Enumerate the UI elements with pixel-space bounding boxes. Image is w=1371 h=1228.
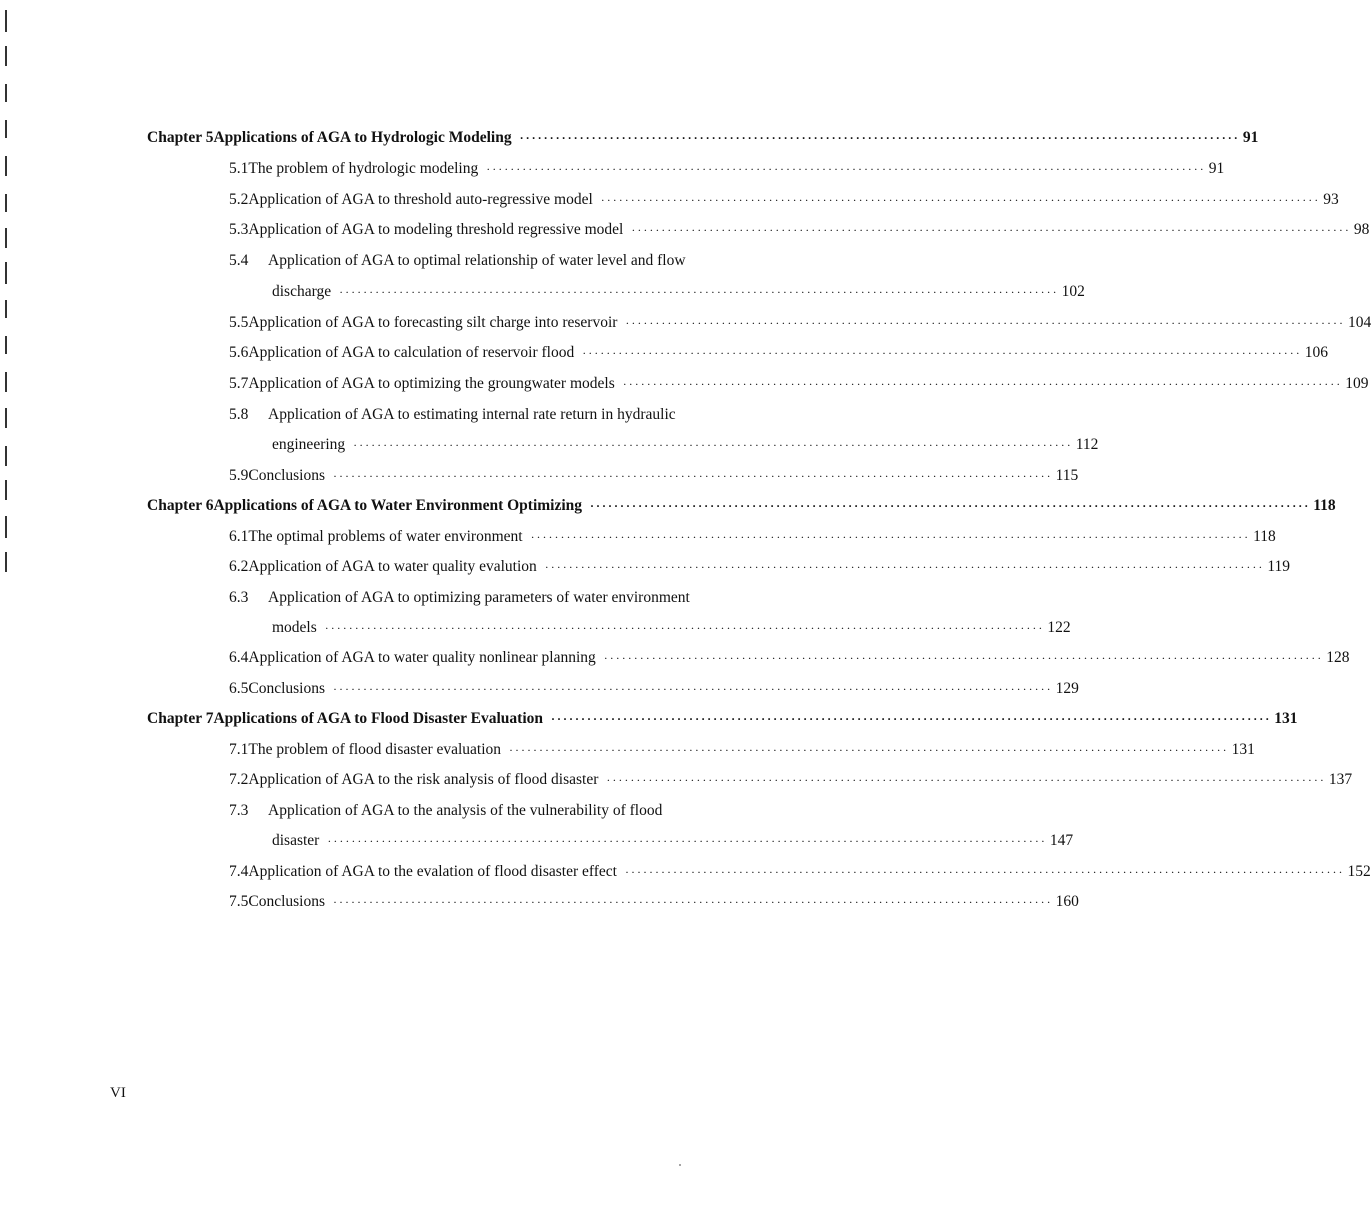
leader-dots: ························································································································ [603, 651, 1324, 665]
toc-page-number: 93 [1323, 191, 1339, 208]
toc-page-number: 91 [1242, 129, 1259, 146]
toc-title-continuation: models [272, 619, 317, 636]
toc-number: 7.5 [229, 893, 249, 910]
toc-page-number: 131 [1274, 710, 1298, 727]
toc-page-number: 152 [1347, 863, 1371, 880]
toc-title: The optimal problems of water environment [248, 528, 523, 545]
toc-number: Chapter 5 [147, 129, 214, 146]
toc-title: Conclusions [248, 680, 326, 697]
toc-section-entry[interactable] [229, 892, 1079, 912]
toc-title: The problem of hydrologic modeling [248, 160, 479, 177]
toc-number: 7.1 [229, 741, 249, 758]
toc-page-number: 112 [1075, 436, 1099, 453]
toc-title: Application of AGA to optimizing parameters of water environment [268, 589, 690, 606]
toc-entry-first-line[interactable] [229, 251, 686, 271]
toc-number: 6.4 [229, 649, 249, 666]
toc-number: 5.6 [229, 344, 249, 361]
toc-title: Application of AGA to water quality nonlinear planning [248, 649, 596, 666]
leader-dots: ························································································································ [625, 316, 1345, 330]
page-number: VI [110, 1085, 126, 1101]
toc-section-entry[interactable] [229, 648, 1350, 668]
leader-dots: ························································································································ [509, 743, 1229, 757]
leader-dots: ························································································································ [631, 223, 1351, 237]
toc-title: Application of AGA to the analysis of the vulnerability of flood [268, 802, 663, 819]
toc-section-entry[interactable] [229, 770, 1353, 790]
toc-title: Application of AGA to water quality evalution [248, 558, 537, 575]
toc-page-number: 104 [1347, 314, 1371, 331]
toc-title: Conclusions [248, 893, 326, 910]
toc-title: Applications of AGA to Water Environment Optimizing [213, 497, 583, 514]
toc-title: Application of AGA to calculation of reservoir flood [248, 344, 575, 361]
toc-number: 6.2 [229, 558, 249, 575]
toc-entry-first-line[interactable] [229, 405, 676, 425]
toc-section-entry[interactable] [229, 374, 1369, 394]
toc-number: 7.4 [229, 863, 249, 880]
toc-entry-continuation[interactable] [272, 282, 1085, 302]
toc-title: Application of AGA to optimal relationship of water level and flow [268, 252, 686, 269]
toc-page-number: 118 [1313, 497, 1336, 514]
toc-page-number: 137 [1328, 771, 1353, 788]
toc-section-entry[interactable] [229, 313, 1371, 333]
leader-dots: ························································································································ [551, 712, 1272, 726]
toc-page-number: 91 [1208, 160, 1225, 177]
leader-dots: ························································································································ [622, 377, 1343, 391]
toc-title: The problem of flood disaster evaluation [248, 741, 502, 758]
leader-dots: ························································································································ [624, 865, 1345, 879]
toc-section-entry[interactable] [229, 220, 1370, 240]
toc-page-number: 102 [1061, 283, 1085, 300]
toc-entry-continuation[interactable] [272, 435, 1099, 455]
toc-title-continuation: disaster [272, 832, 320, 849]
toc-section-entry[interactable] [229, 740, 1255, 760]
toc-page-number: 129 [1055, 680, 1079, 697]
toc-section-entry[interactable] [229, 527, 1276, 547]
toc-title: Application of AGA to optimizing the groungwater models [248, 375, 615, 392]
toc-section-entry[interactable] [229, 343, 1329, 363]
toc-number: 7.3 [229, 802, 249, 819]
toc-number: 5.9 [229, 467, 249, 484]
toc-page-number: 119 [1267, 558, 1291, 575]
scan-speck [679, 1164, 681, 1166]
toc-number: 6.3 [229, 589, 249, 606]
leader-dots: ························································································································ [327, 834, 1047, 848]
toc-title-continuation: engineering [272, 436, 346, 453]
toc-number: Chapter 6 [147, 497, 214, 514]
toc-title: Application of AGA to threshold auto-regressive model [248, 191, 593, 208]
toc-section-entry[interactable] [229, 159, 1225, 179]
toc-number: 6.5 [229, 680, 249, 697]
leader-dots: ························································································································ [590, 499, 1311, 513]
toc-title: Application of AGA to forecasting silt charge into reservoir [248, 314, 618, 331]
toc-page-number: 115 [1055, 467, 1079, 484]
toc-number: Chapter 7 [147, 710, 214, 727]
toc-number: 5.7 [229, 375, 249, 392]
leader-dots: ························································································································ [582, 346, 1302, 360]
toc-title: Applications of AGA to Flood Disaster Evaluation [213, 710, 544, 727]
toc-chapter-entry[interactable] [147, 709, 1298, 729]
toc-title: Application of AGA to modeling threshold regressive model [248, 221, 624, 238]
leader-dots: ························································································································ [600, 193, 1321, 207]
toc-section-entry[interactable] [229, 557, 1291, 577]
leader-dots: ························································································································ [353, 438, 1073, 452]
toc-number: 5.1 [229, 160, 249, 177]
toc-number: 5.5 [229, 314, 249, 331]
toc-page-number: 160 [1055, 893, 1079, 910]
leader-dots: ························································································································ [519, 131, 1240, 145]
toc-number: 6.1 [229, 528, 249, 545]
leader-dots: ························································································································ [324, 621, 1045, 635]
toc-title-continuation: discharge [272, 283, 332, 300]
toc-chapter-entry[interactable] [147, 128, 1259, 148]
toc-title: Application of AGA to estimating internal rate return in hydraulic [268, 406, 676, 423]
toc-page-number: 98 [1353, 221, 1370, 238]
toc-title: Application of AGA to the evalation of flood disaster effect [248, 863, 617, 880]
leader-dots: ························································································································ [544, 560, 1265, 574]
toc-entry-first-line[interactable] [229, 801, 662, 821]
leader-dots: ························································································································ [339, 285, 1059, 299]
toc-title: Applications of AGA to Hydrologic Modeling [213, 129, 512, 146]
toc-section-entry[interactable] [229, 190, 1339, 210]
toc-section-entry[interactable] [229, 679, 1079, 699]
leader-dots: ························································································································ [530, 530, 1251, 544]
toc-number: 5.3 [229, 221, 249, 238]
leader-dots: ························································································································ [333, 682, 1053, 696]
toc-number: 5.8 [229, 406, 249, 423]
toc-title: Conclusions [248, 467, 326, 484]
toc-section-entry[interactable] [229, 862, 1371, 882]
leader-dots: ························································································································ [486, 162, 1206, 176]
toc-entry-first-line[interactable] [229, 588, 690, 608]
toc-page-number: 147 [1049, 832, 1074, 849]
toc-page-number: 131 [1231, 741, 1255, 758]
toc-page-number: 109 [1345, 375, 1369, 392]
toc-entry-continuation[interactable] [272, 831, 1074, 851]
leader-dots: ························································································································ [333, 895, 1053, 909]
leader-dots: ························································································································ [333, 469, 1053, 483]
toc-number: 7.2 [229, 771, 249, 788]
toc-entry-continuation[interactable] [272, 618, 1071, 638]
toc-section-entry[interactable] [229, 466, 1079, 486]
toc-title: Application of AGA to the risk analysis of flood disaster [248, 771, 599, 788]
toc-number: 5.2 [229, 191, 249, 208]
leader-dots: ························································································································ [606, 773, 1326, 787]
toc-chapter-entry[interactable] [147, 496, 1336, 516]
toc-page-number: 118 [1253, 528, 1276, 545]
toc-number: 5.4 [229, 252, 249, 269]
toc-page-number: 106 [1304, 344, 1329, 361]
toc-page-number: 122 [1047, 619, 1071, 636]
toc-page-number: 128 [1326, 649, 1350, 666]
